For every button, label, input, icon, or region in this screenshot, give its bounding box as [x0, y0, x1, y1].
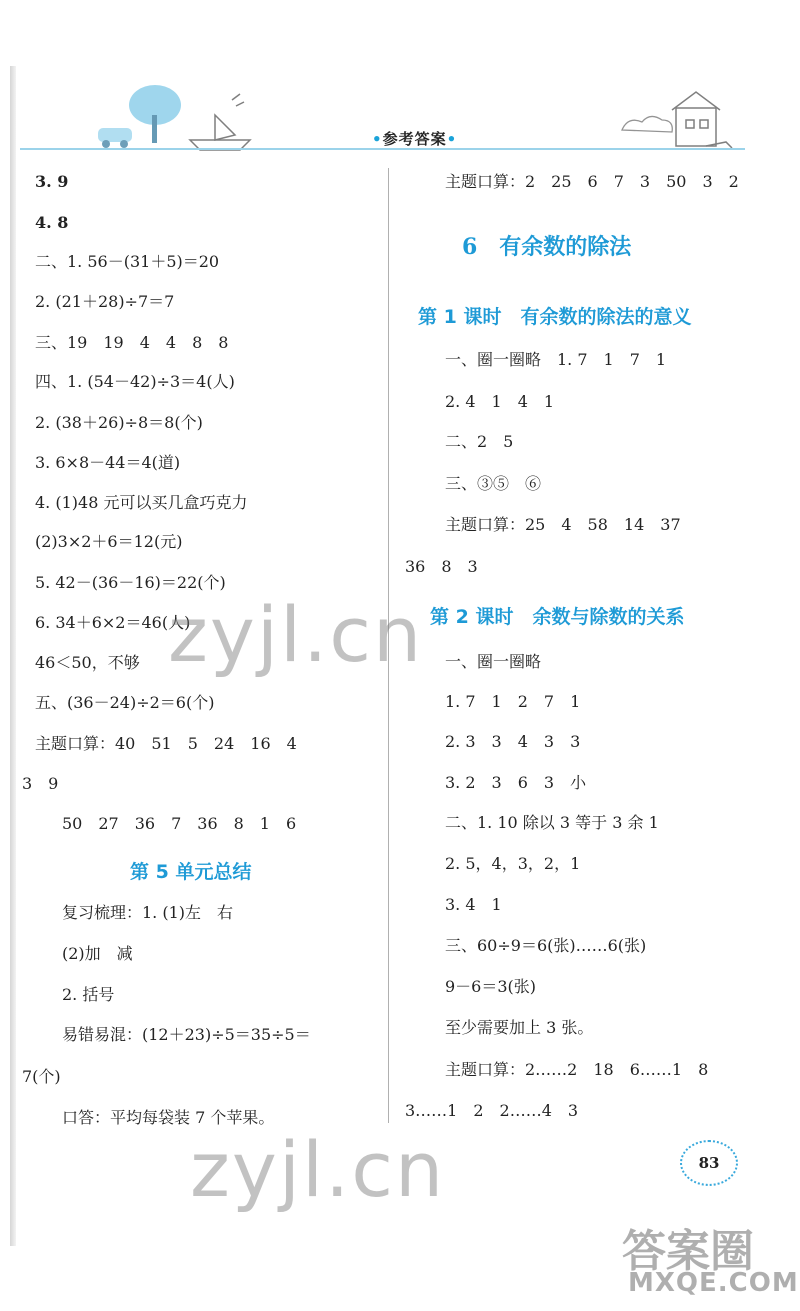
answer-line: (2)加 减: [62, 944, 133, 963]
answer-line: 三、60÷9＝6(张)……6(张): [445, 936, 647, 955]
answer-line: 46＜50，不够: [35, 653, 140, 672]
book-spine-shadow: [10, 66, 16, 1246]
answer-line: 二、1. 10 除以 3 等于 3 余 1: [445, 813, 659, 832]
answer-line: 主题口算：25 4 58 14 37: [445, 515, 681, 534]
answer-line: 五、(36－24)÷2＝6(个): [35, 693, 215, 712]
answer-line: 主题口算：2……2 18 6……1 8: [445, 1060, 709, 1079]
answer-line: 三、③⑤ ⑥: [445, 474, 542, 493]
answer-line: 4. 8: [35, 213, 69, 232]
answer-line: 一、圈一圈略: [445, 652, 542, 671]
page-number-badge: [680, 1140, 738, 1186]
answer-line: 口答：平均每袋装 7 个苹果。: [62, 1108, 275, 1127]
section-title-unit5-summary: 第 5 单元总结: [130, 861, 252, 883]
answer-line: 36 8 3: [405, 557, 478, 576]
answer-line: 主题口算：2 25 6 7 3 50 3 2: [445, 172, 739, 191]
header-bullet-right: •: [446, 130, 458, 148]
answer-line: 4. (1)48 元可以买几盒巧克力: [35, 493, 248, 512]
answer-line: 3. 6×8－44＝4(道): [35, 453, 181, 472]
answer-line: 3……1 2 2……4 3: [405, 1101, 579, 1120]
answer-line: 2. 5，4，3，2，1: [445, 854, 581, 873]
answer-line: 三、19 19 4 4 8 8: [35, 333, 229, 352]
answer-line: (2)3×2＋6＝12(元): [35, 532, 183, 551]
answer-line: 至少需要加上 3 张。: [445, 1018, 594, 1037]
header-title-text: 参考答案: [382, 130, 447, 148]
watermark-text: zyjl.cn: [190, 1125, 446, 1214]
answer-line: 四、1. (54－42)÷3＝4(人): [35, 372, 235, 391]
answer-line: 2. (21＋28)÷7＝7: [35, 292, 175, 311]
cloud-icon: [622, 116, 672, 132]
boat-icon: [190, 94, 250, 150]
tree-icon: [129, 85, 181, 143]
page-number: 83: [698, 1154, 720, 1172]
car-icon: [98, 128, 132, 148]
answer-line: 一、圈一圈略 1. 7 1 7 1: [445, 350, 667, 369]
answer-line: 5. 42－(36－16)＝22(个): [35, 573, 226, 592]
answer-line: 二、1. 56－(31＋5)＝20: [35, 252, 220, 271]
answer-line: 易错易混：(12＋23)÷5＝35÷5＝: [62, 1025, 311, 1044]
answer-line: 2. 3 3 4 3 3: [445, 732, 581, 751]
answer-line: 3 9: [22, 774, 59, 793]
corner-logo: 答案圈: [622, 1226, 754, 1277]
answer-line: 二、2 5: [445, 432, 514, 451]
answer-line: 3. 2 3 6 3 小: [445, 773, 587, 792]
answer-line: 3. 9: [35, 172, 69, 191]
header-bullet-left: •: [372, 130, 383, 148]
header-rule: [20, 148, 745, 150]
answer-line: 2. 括号: [62, 985, 115, 1004]
answer-line: 复习梳理：1. (1)左 右: [62, 903, 234, 922]
answer-line: 6. 34＋6×2＝46(人): [35, 613, 191, 632]
answer-line: 主题口算：40 51 5 24 16 4: [35, 734, 297, 753]
answer-line: 3. 4 1: [445, 895, 502, 914]
answer-line: 50 27 36 7 36 8 1 6: [62, 814, 297, 833]
answer-line: 9－6＝3(张): [445, 977, 537, 996]
answer-line: 2. 4 1 4 1: [445, 392, 555, 411]
corner-logo-url: MXQE.COM: [628, 1268, 799, 1298]
header-title: [372, 128, 457, 149]
answer-line: 1. 7 1 2 7 1: [445, 692, 581, 711]
answer-line: 2. (38＋26)÷8＝8(个): [35, 413, 203, 432]
answer-line: 7(个): [22, 1067, 61, 1086]
chapter-title: 6 有余数的除法: [462, 234, 632, 260]
watermark-text: zyjl.cn: [168, 590, 424, 679]
section-title-lesson1: 第 1 课时 有余数的除法的意义: [418, 306, 692, 328]
house-icon: [672, 92, 732, 148]
section-title-lesson2: 第 2 课时 余数与除数的关系: [430, 606, 685, 628]
